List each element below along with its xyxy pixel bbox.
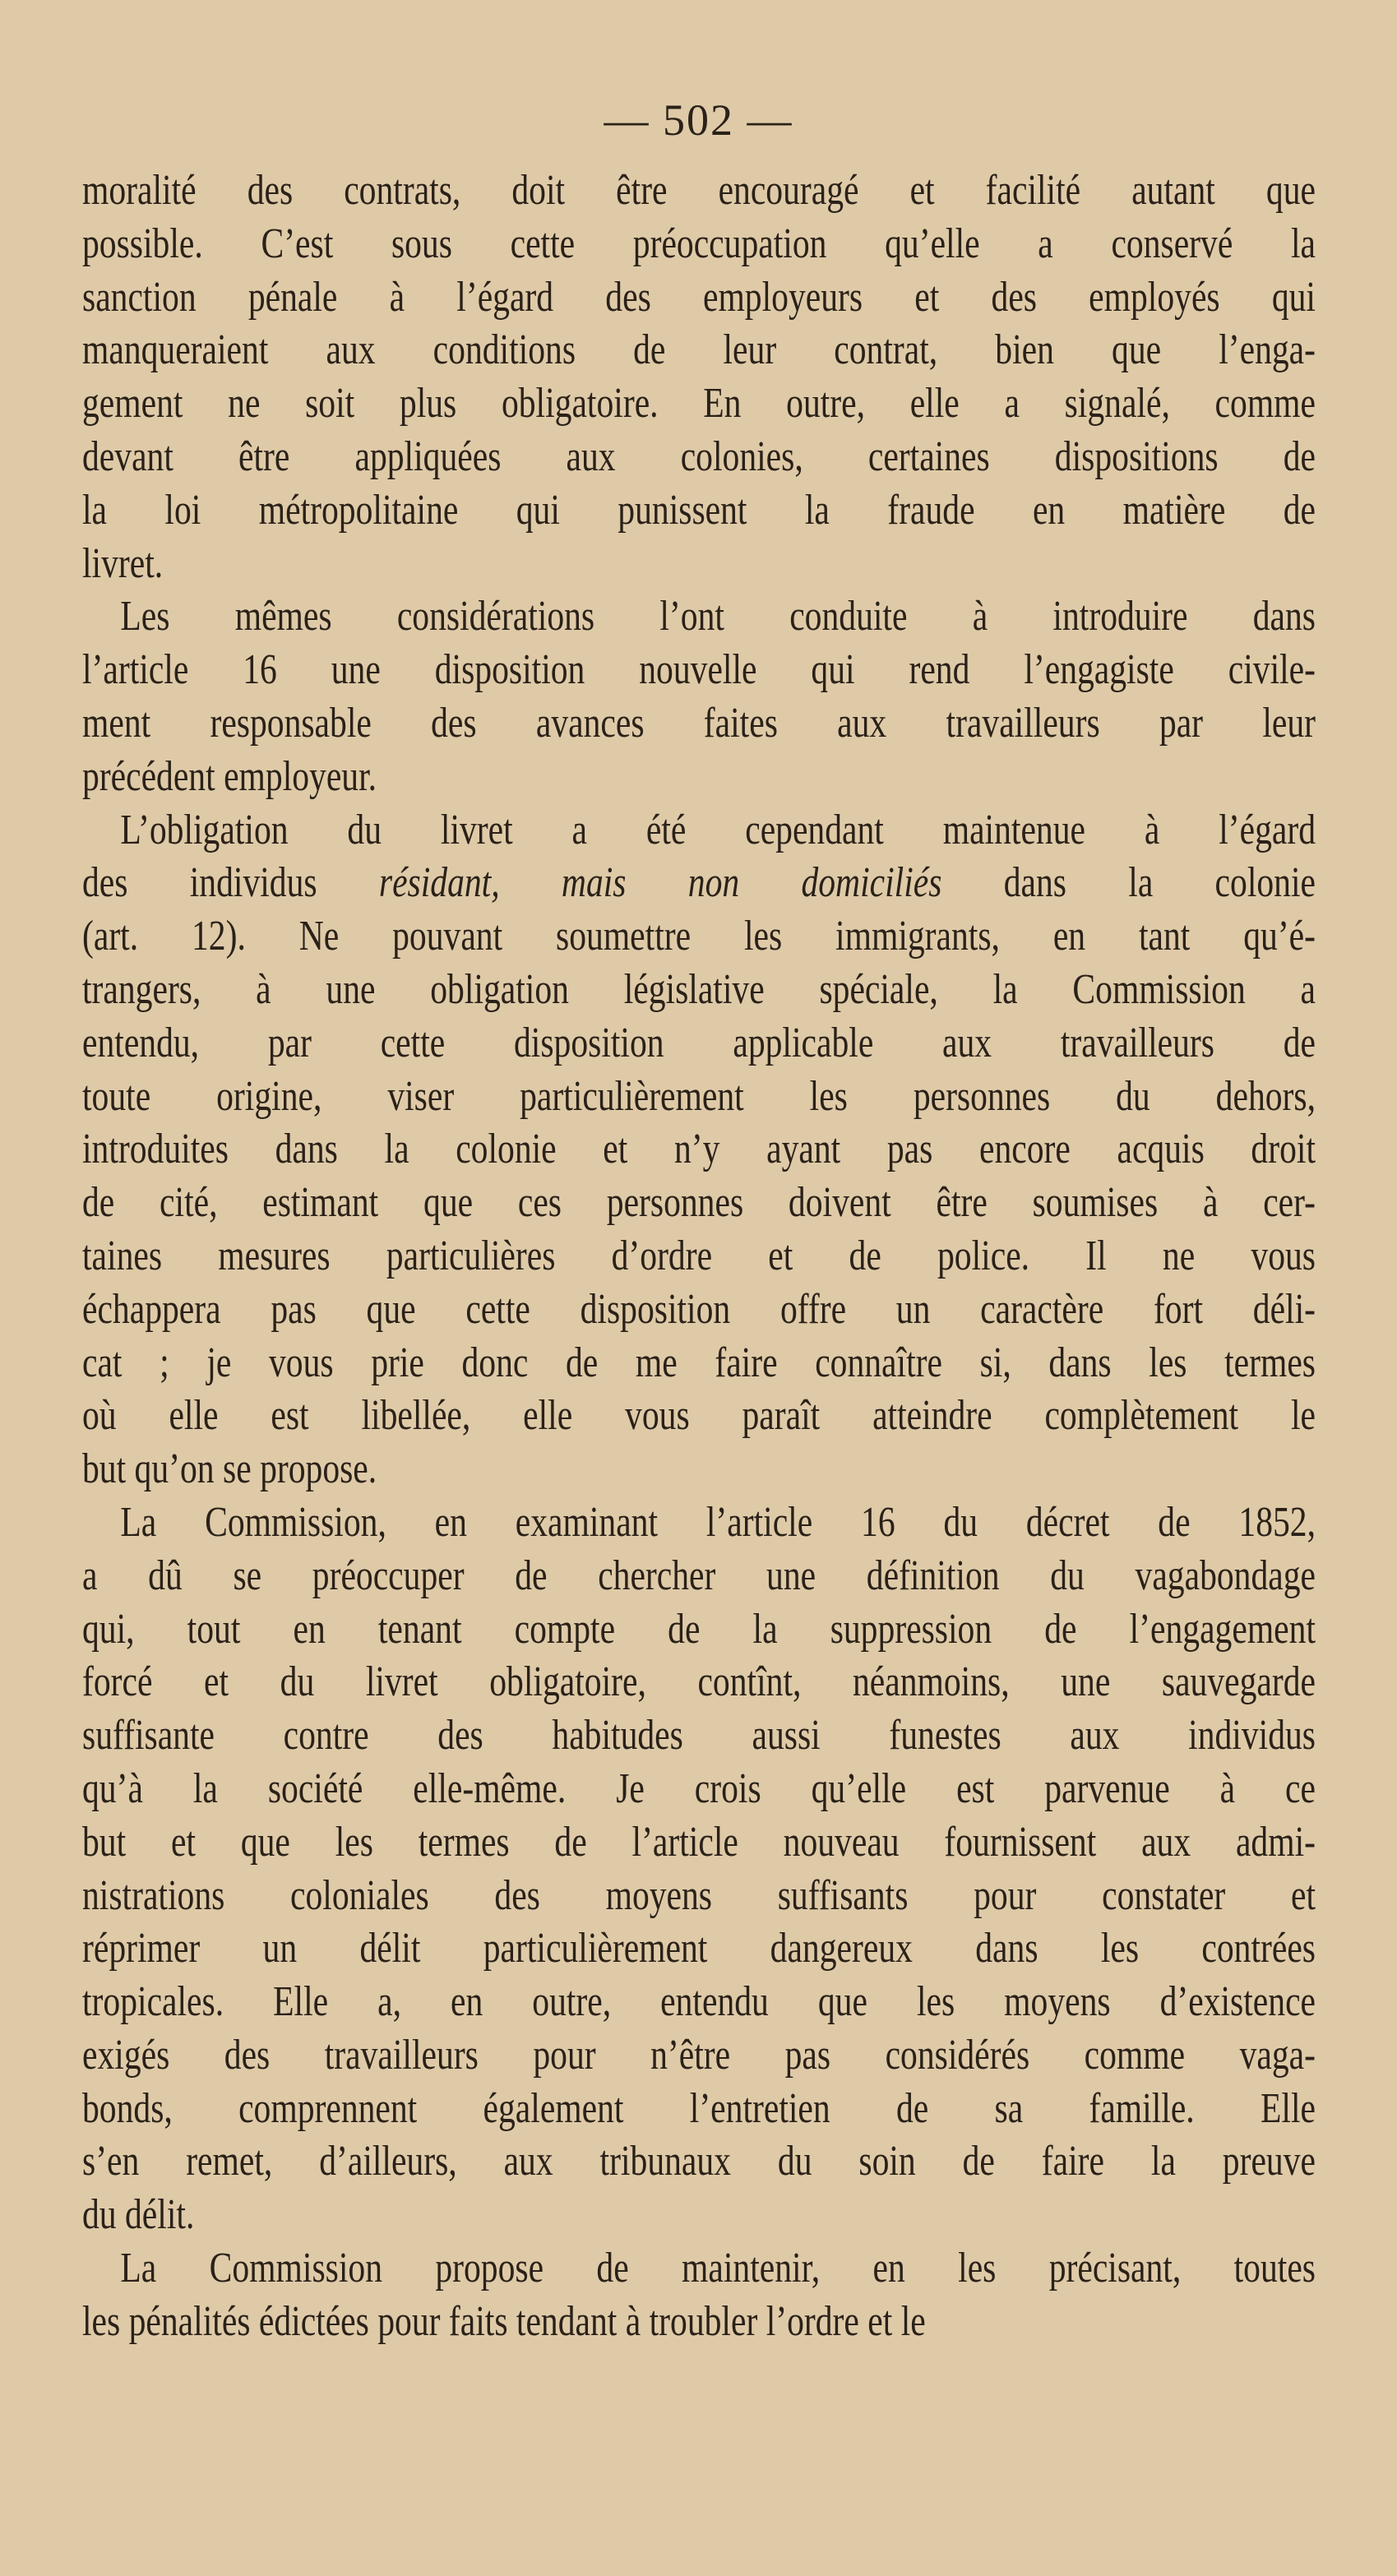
text-line: introduites dans la colonie et n’y ayant pas encore acquis droit [82,1126,1316,1173]
text-line: devant être appliquées aux colonies, certaines dispositions de [82,432,1316,480]
text-line: la loi métropolitaine qui punissent la fraude en matière de [82,486,1316,534]
text-line: (art. 12). Ne pouvant soumettre les immigrants, en tant qu’é- [82,913,1316,960]
text-line: gement ne soit plus obligatoire. En outre, elle a signalé, comme [82,380,1316,428]
text-line: où elle est libellée, elle vous paraît atteindre complètement le [82,1392,1316,1440]
text-line: les pénalités édictées pour faits tendant à troubler l’ordre et le [82,2297,926,2345]
text-line: forcé et du livret obligatoire, contînt, néanmoins, une sauvegarde [82,1658,1316,1706]
text-line: réprimer un délit particulièrement dangereux dans les contrées [82,1925,1316,1972]
text-line: s’en remet, d’ailleurs, aux tribunaux du soin de faire la preuve [82,2138,1316,2185]
text-line: qui, tout en tenant compte de la suppression de l’engagement [82,1605,1316,1653]
text-line: entendu, par cette disposition applicable aux travailleurs de [82,1019,1316,1066]
text-line: bonds, comprennent également l’entretien de sa famille. Elle [82,2084,1316,2132]
text-line: de cité, estimant que ces personnes doivent être soumises à cer- [82,1179,1316,1227]
text-line: but et que les termes de l’article nouveau fournissent aux admi- [82,1818,1316,1866]
paragraph [82,2242,1316,2349]
text-line: La Commission propose de maintenir, en les précisant, toutes [120,2245,1316,2292]
text-line: précédent employeur. [82,752,377,800]
text-line: moralité des contrats, doit être encouragé et facilité autant que [82,167,1316,214]
text-line: tropicales. Elle a, en outre, entendu que les moyens d’existence [82,1978,1316,2026]
text-line: trangers, à une obligation législative spéciale, la Commission a [82,965,1316,1013]
text-line: des individus résidant, mais non domiciliés dans la colonie [82,859,1316,907]
italic-phrase: résidant, mais non domiciliés [378,859,942,907]
text-line: livret. [82,539,164,587]
body-text [82,164,1316,2349]
text-line: suffisante contre des habitudes aussi funestes aux individus [82,1712,1316,1760]
text-line: qu’à la société elle-même. Je crois qu’elle est parvenue à ce [82,1764,1316,1812]
text-line: toute origine, viser particulièrement les personnes du dehors, [82,1072,1316,1120]
text-line: nistrations coloniales des moyens suffisants pour constater et [82,1871,1316,1919]
text-line: taines mesures particulières d’ordre et de police. Il ne vous [82,1232,1316,1279]
text-line: La Commission, en examinant l’article 16 du décret de 1852, [120,1498,1316,1546]
paragraph [82,164,1316,590]
text-line: a dû se préoccuper de chercher une définition du vagabondage [82,1552,1316,1599]
text-line: Les mêmes considérations l’ont conduite à introduire dans [120,593,1316,641]
text-line: échappera pas que cette disposition offre un caractère fort déli- [82,1285,1316,1333]
text-line: cat ; je vous prie donc de me faire connaître si, dans les termes [82,1339,1316,1386]
paragraph [82,590,1316,803]
text-line: manqueraient aux conditions de leur contrat, bien que l’enga- [82,326,1316,374]
text-line: du délit. [82,2191,195,2239]
text-line: L’obligation du livret a été cependant maintenue à l’égard [120,806,1316,853]
text-line: possible. C’est sous cette préoccupation qu’elle a conservé la [82,220,1316,267]
text-line: ment responsable des avances faites aux travailleurs par leur [82,699,1316,747]
text-line: exigés des travailleurs pour n’être pas considérés comme vaga- [82,2031,1316,2079]
text-line: l’article 16 une disposition nouvelle qui rend l’engagiste civile- [82,646,1316,694]
paragraph [82,1496,1316,2242]
text-line: but qu’on se propose. [82,1445,377,1493]
page-number: — 502 — [604,95,793,145]
paragraph [82,804,1316,1496]
text-line: sanction pénale à l’égard des employeurs et des employés qui [82,273,1316,321]
